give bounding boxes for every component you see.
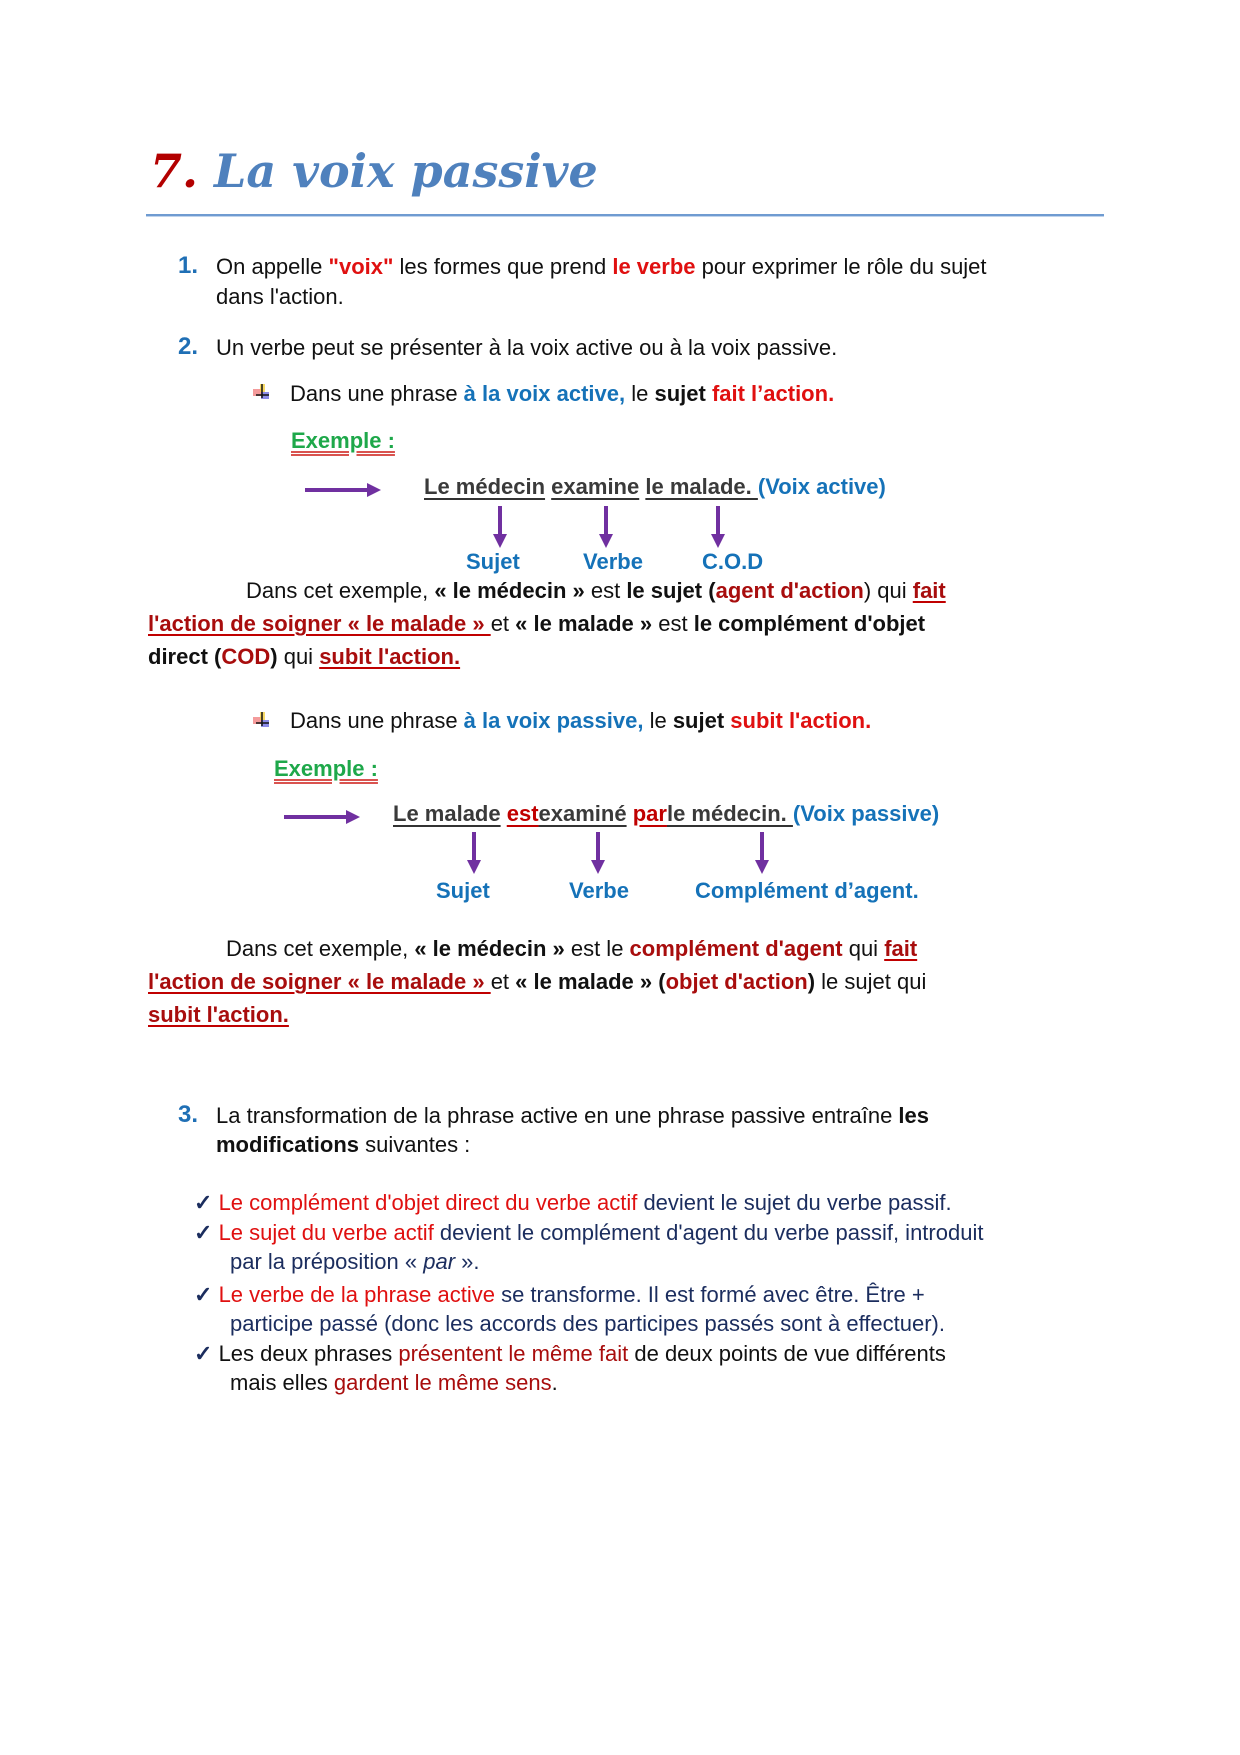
checkmark-icon: ✓ <box>194 1341 213 1366</box>
point-1 <box>178 251 198 281</box>
passive-example-sentence: Le malade estexaminé parle médecin. (Voix passive) <box>393 801 940 826</box>
role-label: Complément d’agent. <box>695 878 919 903</box>
checklist-item: ✓ Le verbe de la phrase active se transforme. Il est formé avec être. Être + <box>194 1282 925 1307</box>
arrow-bullet-icon <box>252 382 272 402</box>
passive-voice-bullet: Dans une phrase à la voix passive, le sujet subit l'action. <box>290 708 872 733</box>
point-number: 1. <box>178 252 199 279</box>
point-1-line-2: dans l'action. <box>216 284 344 309</box>
active-voice-bullet: Dans une phrase à la voix active, le sujet fait l’action. <box>290 381 835 406</box>
point-3-number: 3. <box>178 1101 199 1128</box>
arrow-down-icon <box>708 506 728 548</box>
point-2-number: 2. <box>178 333 199 360</box>
role-label: Sujet <box>466 549 520 574</box>
arrow-down-icon <box>752 832 772 874</box>
arrow-right-icon <box>284 807 362 827</box>
checklist-item: ✓ Le sujet du verbe actif devient le complément d'agent du verbe passif, introduit <box>194 1220 984 1245</box>
arrow-down-icon <box>490 506 510 548</box>
active-explanation-line-3: direct (COD) qui subit l'action. <box>148 644 461 669</box>
checklist-item-continuation: mais elles gardent le même sens. <box>230 1370 558 1395</box>
arrow-down-icon <box>596 506 616 548</box>
example-label-active: Exemple : <box>291 428 395 453</box>
checklist-item: ✓ Les deux phrases présentent le même fait de deux points de vue différents <box>194 1341 946 1366</box>
arrow-bullet-icon <box>252 710 272 730</box>
point-1-line-1: On appelle "voix" les formes que prend le verbe pour exprimer le rôle du sujet <box>216 254 987 279</box>
passive-explanation-line-1: Dans cet exemple, « le médecin » est le complément d'agent qui fait <box>226 936 918 961</box>
role-label: Verbe <box>583 549 643 574</box>
example-label-passive: Exemple : <box>274 756 378 781</box>
point-3-line-2: modifications suivantes : <box>216 1132 471 1157</box>
checklist-item-continuation: par la préposition « par ». <box>230 1249 480 1274</box>
passive-explanation-line-3: subit l'action. <box>148 1002 289 1027</box>
role-label: Sujet <box>436 878 490 903</box>
passive-explanation-line-2: l'action de soigner « le malade » et « le malade » (objet d'action) le sujet qui <box>148 969 927 994</box>
page-title <box>150 144 598 198</box>
arrow-down-icon <box>464 832 484 874</box>
point-2-text: Un verbe peut se présenter à la voix active ou à la voix passive. <box>216 335 838 360</box>
active-explanation-line-2: l'action de soigner « le malade » et « le malade » est le complément d'objet <box>148 611 926 636</box>
checkmark-icon: ✓ <box>194 1220 213 1245</box>
checkmark-icon: ✓ <box>194 1282 213 1307</box>
active-explanation-line-1: Dans cet exemple, « le médecin » est le sujet (agent d'action) qui fait <box>246 578 946 603</box>
role-label: Verbe <box>569 878 629 903</box>
checklist-item: ✓ Le complément d'objet direct du verbe actif devient le sujet du verbe passif. <box>194 1190 952 1215</box>
arrow-down-icon <box>588 832 608 874</box>
title-text: La voix passive <box>214 144 598 198</box>
active-example-sentence: Le médecin examine le malade. (Voix active) <box>424 474 886 499</box>
title-divider <box>146 214 1104 217</box>
title-number: 7. <box>150 144 199 198</box>
role-label: C.O.D <box>702 549 764 574</box>
checklist-item-continuation: participe passé (donc les accords des participes passés sont à effectuer). <box>230 1311 945 1336</box>
arrow-right-icon <box>305 480 383 500</box>
checkmark-icon: ✓ <box>194 1190 213 1215</box>
point-3-line-1: La transformation de la phrase active en une phrase passive entraîne les <box>216 1103 930 1128</box>
